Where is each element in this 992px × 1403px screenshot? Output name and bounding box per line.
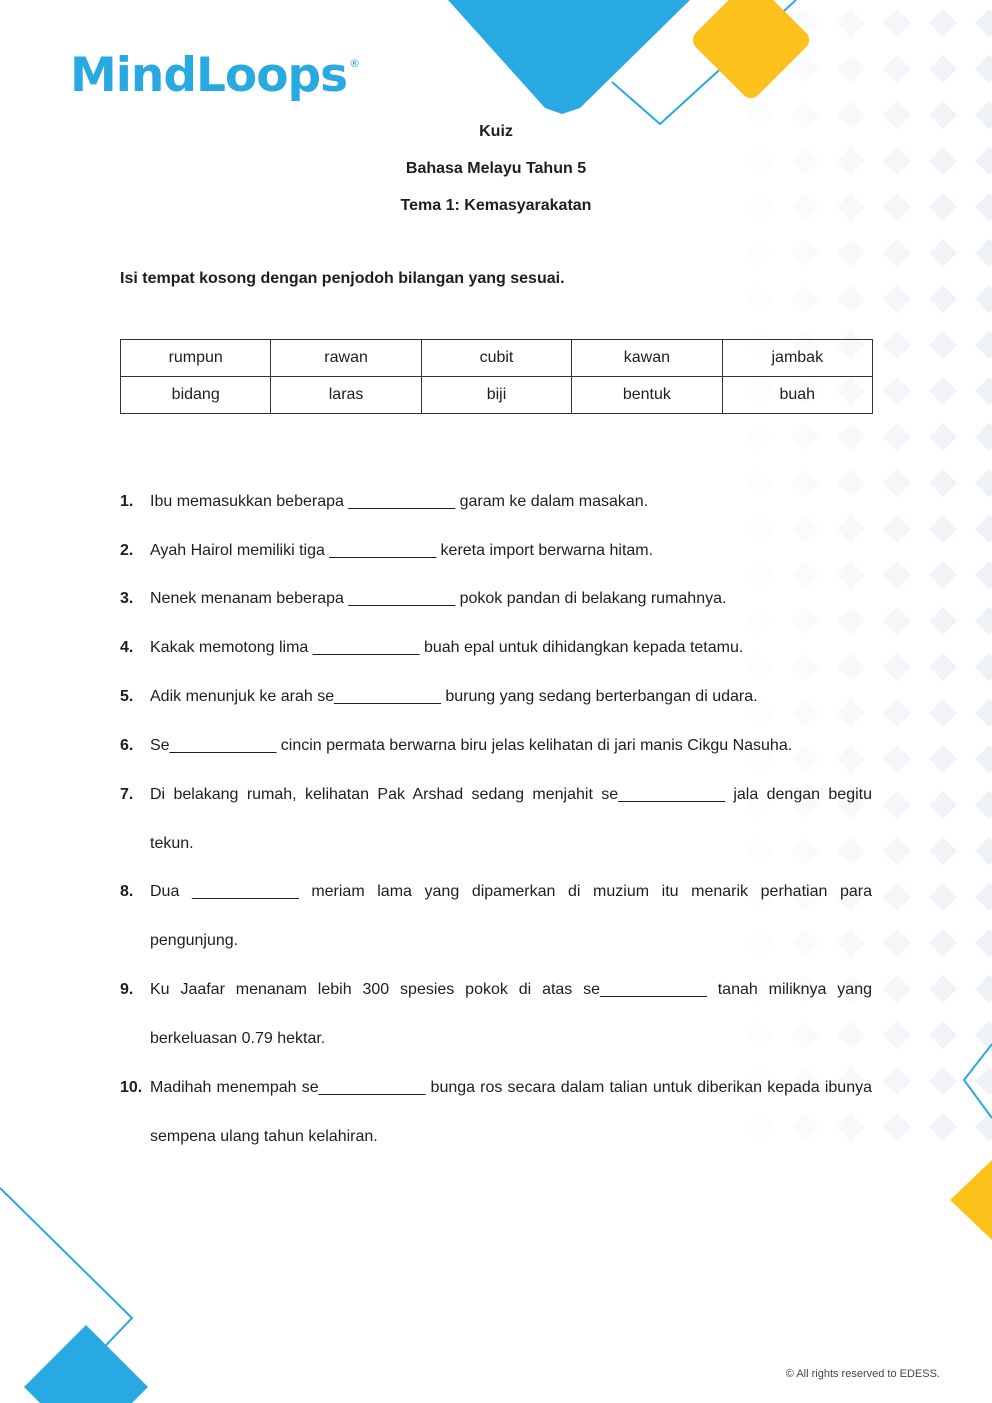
word-cell: jambak	[722, 340, 872, 377]
word-cell: cubit	[421, 340, 571, 377]
word-cell: biji	[421, 377, 571, 414]
question-number: 3.	[120, 590, 134, 607]
word-cell: kawan	[572, 340, 722, 377]
subject-title: Bahasa Melayu Tahun 5	[405, 160, 587, 177]
mindloops-logo: MindLoops ®	[70, 48, 360, 103]
question-9	[120, 965, 872, 1063]
question-7	[120, 770, 872, 868]
question-number: 1.	[120, 493, 134, 510]
word-bank-row	[121, 377, 873, 414]
instruction-text: Isi tempat kosong dengan penjodoh bilangan yang sesuai.	[120, 270, 565, 287]
question-1	[120, 477, 872, 526]
question-text: Ayah Hairol memiliki tiga ____________ kereta import berwarna hitam.	[150, 542, 654, 559]
question-number: 6.	[120, 737, 134, 754]
question-number: 10.	[120, 1079, 143, 1096]
word-cell: buah	[722, 377, 872, 414]
copyright-footer: © All rights reserved to EDESS.	[785, 1368, 940, 1380]
question-text: Madihah menempah se____________ bunga ros secara dalam talian untuk diberikan kepada ibunya sempena ulang tahun kelahiran.	[150, 1079, 872, 1145]
question-text: Ku Jaafar menanam lebih 300 spesies pokok di atas se____________ tanah miliknya yang berkeluasan 0.79 hektar.	[150, 981, 872, 1047]
word-bank-table	[120, 339, 873, 414]
question-8	[120, 867, 872, 965]
word-cell: bentuk	[572, 377, 722, 414]
quiz-title: Kuiz	[479, 123, 513, 140]
word-cell: laras	[271, 377, 421, 414]
question-number: 5.	[120, 688, 134, 705]
question-4	[120, 623, 872, 672]
theme-title: Tema 1: Kemasyarakatan	[400, 197, 592, 214]
word-cell: rawan	[271, 340, 421, 377]
question-text: Se____________ cincin permata berwarna biru jelas kelihatan di jari manis Cikgu Nasuha.	[150, 737, 793, 754]
word-bank-row	[121, 340, 873, 377]
word-cell: bidang	[121, 377, 271, 414]
question-2	[120, 526, 872, 575]
question-number: 2.	[120, 542, 134, 559]
yellow-side-shape	[950, 1160, 992, 1240]
question-6	[120, 721, 872, 770]
question-text: Ibu memasukkan beberapa ____________ garam ke dalam masakan.	[150, 493, 649, 510]
question-10	[120, 1063, 872, 1161]
question-text: Di belakang rumah, kelihatan Pak Arshad sedang menjahit se____________ jala dengan begitu tekun.	[150, 786, 872, 852]
question-text: Kakak memotong lima ____________ buah epal untuk dihidangkan kepada tetamu.	[150, 639, 744, 656]
question-5	[120, 672, 872, 721]
question-number: 9.	[120, 981, 134, 998]
word-cell: rumpun	[121, 340, 271, 377]
question-text: Dua ____________ meriam lama yang dipamerkan di muzium itu menarik perhatian para pengunjung.	[150, 883, 872, 949]
question-number: 8.	[120, 883, 134, 900]
question-number: 7.	[120, 786, 134, 803]
blue-triangle-shape	[448, 0, 690, 114]
question-text: Nenek menanam beberapa ____________ pokok pandan di belakang rumahnya.	[150, 590, 727, 607]
question-text: Adik menunjuk ke arah se____________ burung yang sedang berterbangan di udara.	[150, 688, 758, 705]
question-number: 4.	[120, 639, 134, 656]
question-3	[120, 574, 872, 623]
blue-diamond-shape	[24, 1325, 148, 1403]
